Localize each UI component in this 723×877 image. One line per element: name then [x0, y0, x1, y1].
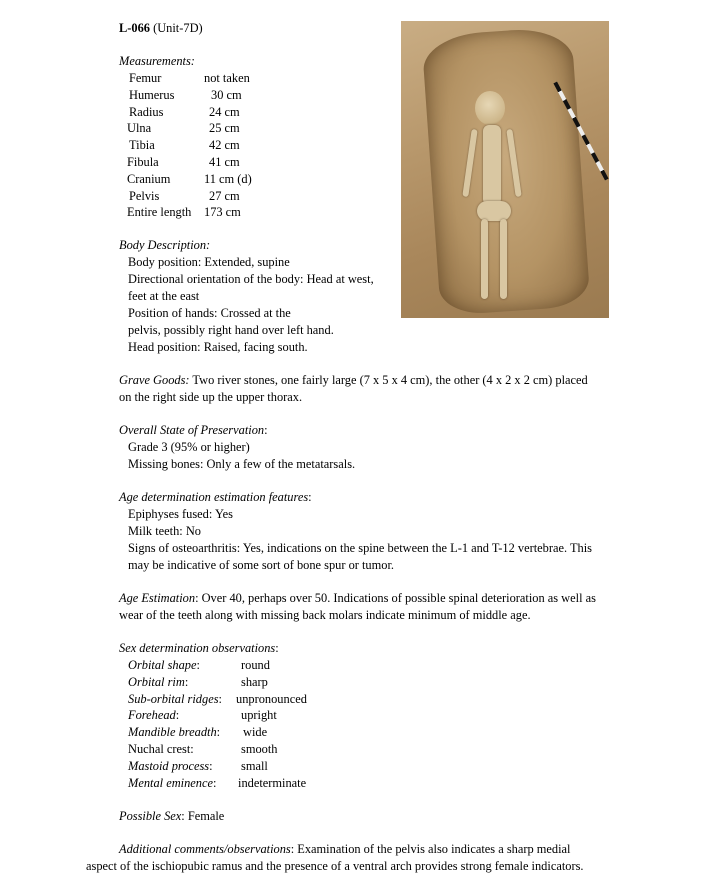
pelvis [477, 201, 511, 221]
age-feature-line: Milk teeth: No [128, 524, 201, 538]
sex-observation-label: Mandible breadth: [128, 725, 221, 740]
body-desc-line: Position of hands: Crossed at the [128, 306, 291, 320]
sex-observation-value: sharp [241, 674, 268, 689]
measurement-value: 42 cm [209, 138, 240, 153]
measurement-label: Entire length [127, 205, 192, 220]
measurement-value: 25 cm [209, 121, 240, 136]
possible-sex: Possible Sex: Female [119, 809, 225, 823]
measurement-value: 41 cm [209, 155, 240, 169]
measurement-value: 24 cm [209, 104, 240, 119]
sex-observation-label: Sub-orbital ridges: [128, 691, 222, 706]
grave-goods-heading: Grave Goods: [119, 373, 190, 387]
record-id: L-066 [119, 21, 150, 35]
sex-observation-label: Mastoid process: [128, 758, 213, 773]
grave-goods-text: Two river stones, one fairly large (7 x 5 x 4 cm), the other (4 x 2 x 2 cm) placed [192, 373, 588, 387]
measurement-label: Pelvis [129, 188, 160, 203]
measurement-label: Tibia [129, 138, 155, 153]
grave-goods [119, 372, 588, 389]
comments-cont: aspect of the ischiopubic ramus and the presence of a ventral arch provides strong female indicators. [86, 859, 584, 873]
measurement-label: Cranium [127, 171, 171, 186]
sex-observation-value: wide [243, 725, 268, 740]
comments-heading: Additional comments/observations [119, 842, 291, 856]
measurement-label: Humerus [129, 87, 175, 102]
sex-observations-heading: Sex determination observations: [119, 641, 279, 655]
grave-photo [401, 21, 609, 318]
age-features-heading: Age determination estimation features: [119, 490, 312, 504]
sex-observation-value: unpronounced [236, 691, 307, 706]
sex-observation-value: small [241, 758, 268, 773]
measurement-value: 27 cm [209, 188, 240, 203]
measurement-label: Femur [129, 71, 162, 85]
comments: Additional comments/observations: Examination of the pelvis also indicates a sharp medial [119, 842, 571, 856]
sex-observation-value: indeterminate [238, 775, 307, 790]
preservation-heading: Overall State of Preservation: [119, 423, 268, 437]
grave-goods-text-cont: on the right side up the upper thorax. [119, 390, 303, 404]
measurement-label: Ulna [127, 121, 152, 136]
sex-observation-label: Nuchal crest: [128, 742, 194, 756]
age-estimation-heading: Age Estimation [119, 591, 196, 605]
record-title [119, 20, 203, 37]
sex-observation-label: Orbital shape: [128, 658, 200, 672]
sex-observation-label: Forehead: [128, 708, 180, 723]
body-desc-line: Body position: Extended, supine [128, 255, 290, 269]
sex-observation-value: smooth [241, 742, 278, 756]
body-desc-line: feet at the east [128, 289, 200, 303]
measurements-heading: Measurements: [119, 54, 195, 68]
measurement-value: 11 cm (d) [204, 171, 252, 186]
preservation-line: Missing bones: Only a few of the metatarsals. [128, 457, 356, 471]
measurement-value: not taken [204, 71, 250, 85]
body-desc-line: pelvis, possibly right hand over left hand. [128, 323, 334, 337]
sex-observation-label: Orbital rim: [128, 674, 189, 689]
sex-observation-value: upright [241, 708, 277, 723]
preservation-line: Grade 3 (95% or higher) [128, 440, 250, 454]
age-estimation: Age Estimation: Over 40, perhaps over 50. Indications of possible spinal deterioration as well as [119, 591, 596, 605]
body-desc-line: Directional orientation of the body: Head at west, [128, 272, 374, 286]
torso [483, 125, 501, 205]
measurement-value: 173 cm [204, 205, 241, 220]
body-description-heading: Body Description: [119, 238, 211, 252]
sex-observation-value: round [241, 658, 270, 672]
measurement-label: Fibula [127, 155, 159, 169]
right-leg [500, 219, 507, 299]
age-feature-line: Epiphyses fused: Yes [128, 507, 233, 521]
skull [475, 91, 505, 125]
left-leg [481, 219, 488, 299]
record-unit: (Unit-7D) [153, 21, 203, 35]
sex-observation-label: Mental eminence: [128, 775, 217, 790]
age-estimation-cont: wear of the teeth along with missing back molars indicate minimum of middle age. [119, 608, 531, 622]
age-feature-line: Signs of osteoarthritis: Yes, indications on the spine between the L-1 and T-12 vertebrae. This [128, 541, 592, 555]
age-feature-line: may be indicative of some sort of bone spur or tumor. [128, 558, 394, 572]
measurement-label: Radius [129, 104, 164, 119]
body-desc-line: Head position: Raised, facing south. [128, 340, 308, 354]
measurement-value: 30 cm [211, 87, 242, 102]
